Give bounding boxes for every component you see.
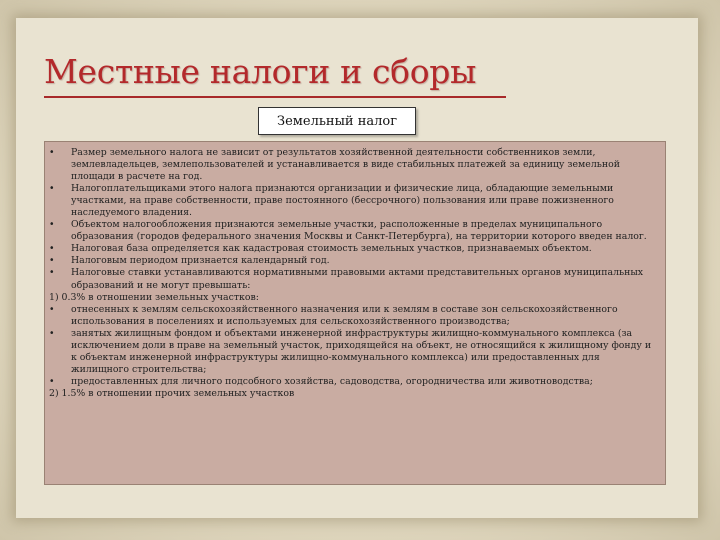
list-item-text: Размер земельного налога не зависит от результатов хозяйственной деятельности собственников земли, землевладельцев, землепользователей и устанавливается в виде стабильных платежей за единицу земельной площади в расчете на год. [71,147,620,183]
list-item-text: Налогоплательщиками этого налога признаются организации и физические лица, обладающие земельными участками, на праве собственности, праве постоянного (бессрочного) пользования или праве пожизненного наследуемого владения. [71,183,614,219]
subtitle-box [258,107,416,135]
slide-title: Местные налоги и сборы [44,52,477,91]
list-item [49,328,659,376]
bullet-icon [49,267,71,291]
list-item-text: Объектом налогообложения признаются земельные участки, расположенные в пределах муниципального образования (городов федерального значения Москвы и Санкт-Петербурга), на территории которого введен налог. [71,219,647,243]
bullet-icon [49,243,71,255]
title-underline [44,96,506,98]
list-item [49,183,659,219]
bullet-icon [49,304,71,328]
bullet-icon [49,183,71,219]
numbered-item: 1) 0.3% в отношении земельных участков: [49,291,259,303]
bullet-icon [49,255,71,267]
content-box [44,141,666,485]
list-item-text: Налоговая база определяется как кадастровая стоимость земельных участков, признаваемых объектом. [71,243,592,255]
list-item [49,304,659,328]
list-item-text: Налоговым периодом признается календарный год. [71,255,330,267]
list-item-text: предоставленных для личного подсобного хозяйства, садоводства, огородничества или животноводства; [71,375,593,387]
list-item [49,147,659,183]
list-item [49,243,659,255]
numbered-item: 2) 1.5% в отношении прочих земельных участков [49,387,295,399]
subtitle-text: Земельный налог [276,113,398,129]
bullet-icon [49,147,71,183]
list-item-text: отнесенных к землям сельскохозяйственного назначения или к землям в составе зон сельскохозяйственного использования в поселениях и используемых для сельскохозяйственного производства; [71,303,618,327]
bullet-icon [49,376,71,388]
list-item [49,219,659,243]
list-item [49,267,659,291]
list-item [49,376,659,388]
list-item-text: Налоговые ставки устанавливаются нормативными правовыми актами представительных органов муниципальных образований и не могут превышать: [71,267,644,291]
bullet-icon [49,219,71,243]
list-item [49,255,659,267]
list-item-text: занятых жилищным фондом и объектами инженерной инфраструктуры жилищно-коммунального комплекса (за исключением доли в праве на земельный участок, приходящейся на объект, не относящийся к жилищному фонду и к объектам инженерной инфраструктуры жилищно-коммунального комплекса) или предоставленных для жилищного строительства; [71,327,652,375]
bullet-icon [49,328,71,376]
